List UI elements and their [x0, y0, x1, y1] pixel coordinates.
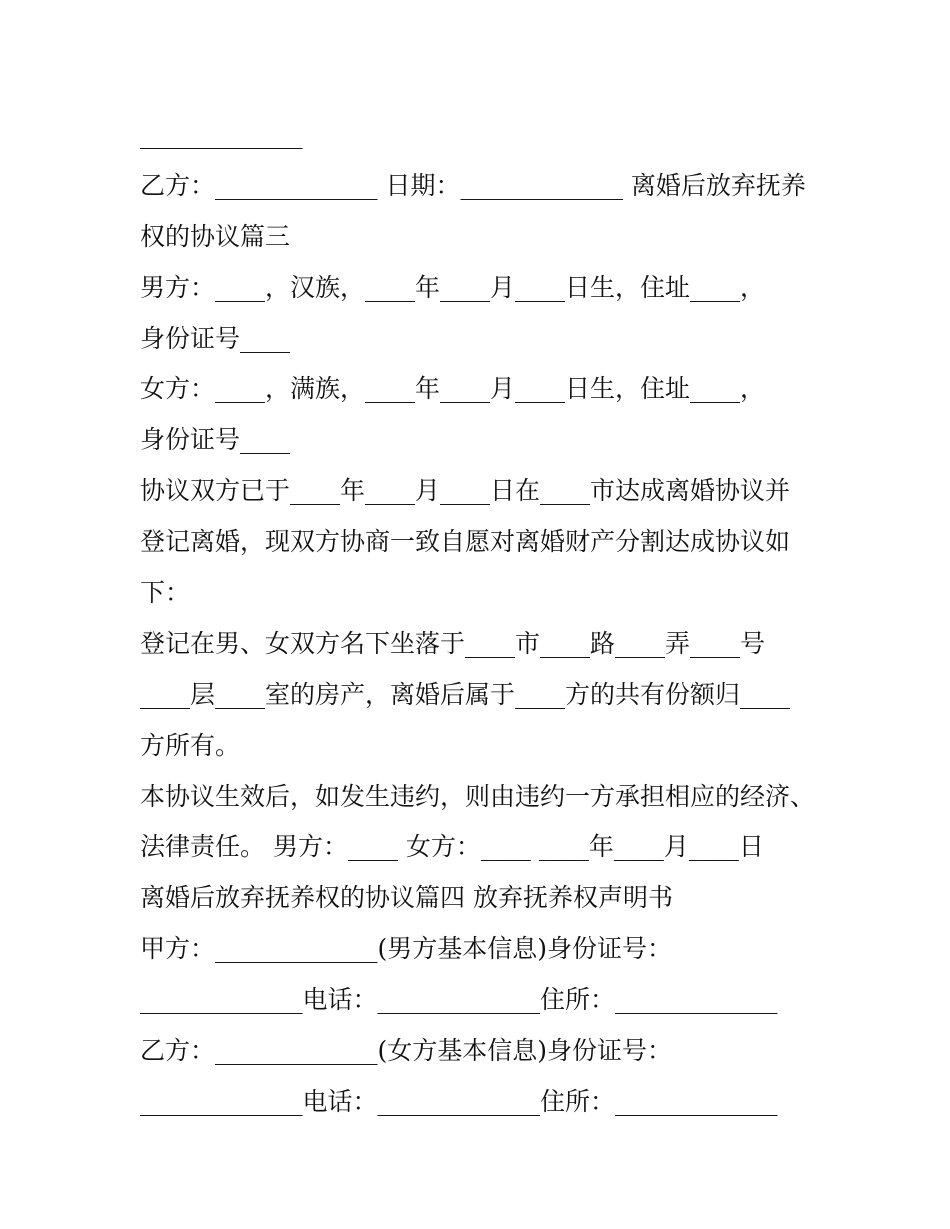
party-b-contact: _____________电话：_____________住所：_____________: [140, 1086, 778, 1116]
property-clause-line-1: 登记在男、女双方名下坐落于____市____路____弄____号: [140, 628, 766, 658]
property-clause-line-3: 方所有。: [140, 730, 241, 760]
female-party-info: 女方：____，满族，____年____月____日生，住址____，: [140, 374, 766, 404]
agreement-intro-line-1: 协议双方已于____年____月____日在____市达成离婚协议并: [140, 476, 791, 506]
male-party-info: 男方：____，汉族，____年____月____日生，住址____，: [140, 272, 766, 302]
party-b-date-line: 乙方：_____________ 日期：_____________ 离婚后放弃抚养: [140, 170, 806, 200]
party-a-contact: _____________电话：_____________住所：_____________: [140, 985, 778, 1015]
section-four-title: 离婚后放弃抚养权的协议篇四 放弃抚养权声明书: [140, 883, 673, 913]
section-three-title: 权的协议篇三: [140, 221, 291, 251]
agreement-intro-line-2: 登记离婚，现双方协商一致自愿对离婚财产分割达成协议如: [140, 527, 791, 557]
female-party-id: 身份证号____: [140, 425, 291, 455]
liability-clause-line-1: 本协议生效后，如发生违约，则由违约一方承担相应的经济、: [140, 781, 816, 811]
party-b-info: 乙方：_____________(女方基本信息)身份证号：: [140, 1036, 673, 1066]
liability-signature-line: 法律责任。 男方：____ 女方：____ ____年____月____日: [140, 832, 764, 862]
signature-blank-line: _____________: [140, 120, 303, 149]
party-a-info: 甲方：_____________(男方基本信息)身份证号：: [140, 934, 673, 964]
property-clause-line-2: ____层____室的房产，离婚后属于____方的共有份额归____: [140, 679, 791, 709]
male-party-id: 身份证号____: [140, 323, 291, 353]
agreement-intro-line-3: 下：: [140, 578, 191, 608]
document-body: [140, 110, 820, 1128]
